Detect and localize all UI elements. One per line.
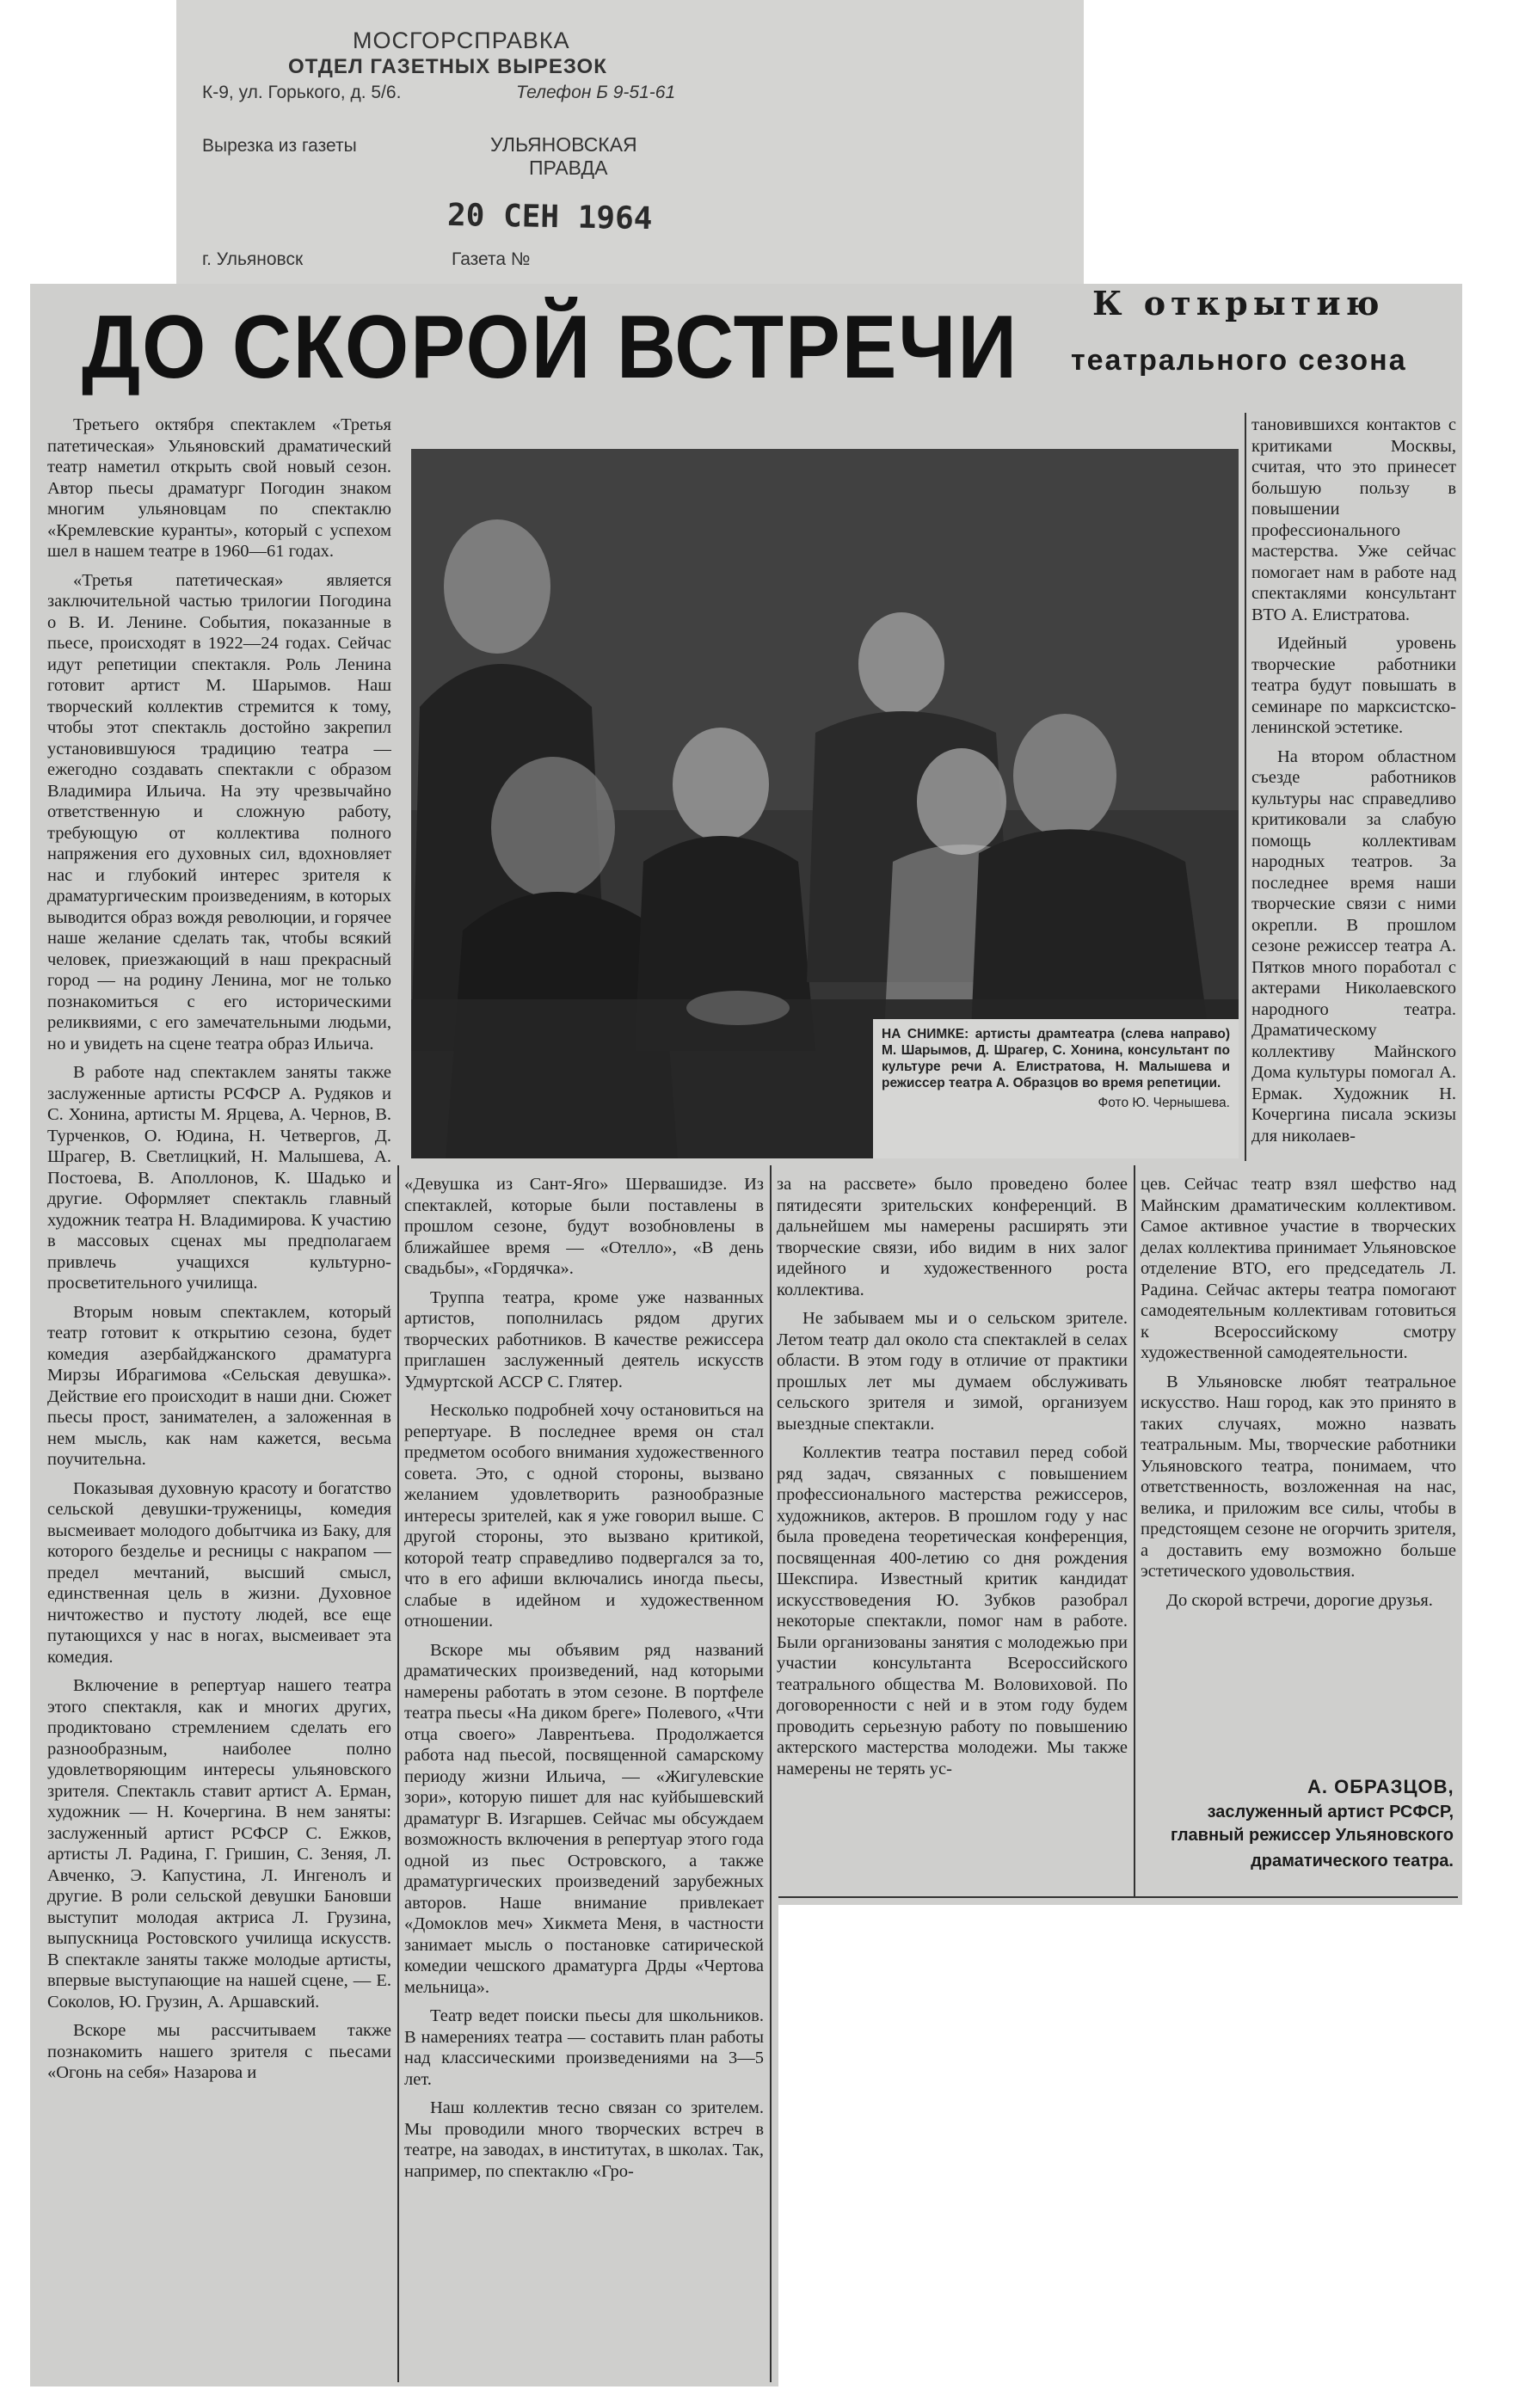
paragraph: Вскоре мы объявим ряд названий драматических произведений, над которыми намерены работать в этом сезоне. В портфеле театра пьесы «На диком бреге» Полевого, «Чти отца своего» Лаврентьева. Продолжается работа над пьесой, посвященной самарскому периоду жизни Ильича, — «Жигулевские зори», которую пишет для нас куйбышевский драматург В. Изгаршев. Сейчас мы обсуждаем возможность включения в репертуар этого года одной из пьес Островского, а также драматургических произведений зарубежных авторов. Наше внимание привлекает «Домоклов меч» Хикмета Меня, в частности занимает мысль о постановке сатирической комедии чешского драматурга Дрды «Чертова мельница».: [404, 1640, 764, 1997]
paragraph: Наш коллектив тесно связан со зрителем. Мы проводили много творческих встреч в театре, на заводах, в институтах, в школах. Так, например, по спектаклю «Гро-: [404, 2098, 764, 2181]
author-signature: А. ОБРАЗЦОВ,: [1307, 1776, 1454, 1797]
article-column-4-top: [1251, 415, 1456, 1163]
column-rule: [770, 1165, 772, 2382]
article-headline: ДО СКОРОЙ ВСТРЕЧИ: [82, 298, 1018, 397]
paragraph: «Третья патетическая» является заключительной частью трилогии Погодина о В. И. Ленине. События, показанные в пьесе, происходят в 1922—24 годах. Сейчас идут репетиции спектакля. Роль Ленина готовит артист М. Шарымов. Наш творческий коллектив стремится к тому, чтобы этот спектакль достойно закрепил установившуюся традицию театра — ежегодно создавать спектакли с образом Владимира Ильича. На эту чрезвычайно ответственную и сложную работу, требующую от коллектива полного напряжения его духовных сил, вдохновляет нас и глубокий интерес зрителя к драматургическим произведениям, в которых выводится образ вождя революции, и горячее наше желание сделать так, чтобы всякий человек, приезжающий в наш прекрасный город — на родину Ленина, мог не только познакомиться с его историческими реликвиями, с его замечательными людьми, но и увидеть на сцене театра образ Ильича.: [47, 570, 391, 1054]
paragraph: Несколько подробней хочу остановиться на репертуаре. В последнее время он стал предметом особого внимания художественного совета. Это, с одной стороны, вызвано желанием удовлетворить разнообразные интересы зрителей, как я уже говорил выше. С другой стороны, это вызвано критикой, которой театр справедливо подвергался за то, что в его афиши включались иногда пьесы, слабые в идейном и художественном отношении.: [404, 1401, 764, 1631]
bottom-rule: [778, 1896, 1458, 1898]
author-title-1: заслуженный артист РСФСР,: [1207, 1803, 1454, 1821]
photo-credit: Фото Ю. Чернышева.: [1098, 1096, 1230, 1110]
newspaper-name-line1: УЛЬЯНОВСКАЯ: [490, 133, 637, 156]
paragraph: Не забываем мы и о сельском зрителе. Летом театр дал около ста спектаклей в селах области. В этом году в отличие от практики прошлых лет мы думаем обслуживать сельского зрителя и зимой, организуем выездные спектакли.: [777, 1309, 1128, 1434]
cutting-from-label: Вырезка из газеты: [202, 136, 357, 156]
caption-text: НА СНИМКЕ: артисты драмтеатра (слева направо) М. Шарымов, Д. Шрагер, С. Хонина, консультант по культуре речи А. Елистратова, Н. Малышева и режиссер театра А. Образцов во время репетиции.: [882, 1027, 1230, 1090]
author-title-2: главный режиссер Ульяновского: [1171, 1826, 1454, 1845]
paragraph: Вскоре мы рассчитываем также познакомить нашего зрителя с пьесами «Огонь на себя» Назарова и: [47, 2021, 391, 2082]
agency-name: МОСГОРСПРАВКА: [353, 28, 570, 53]
agency-department: ОТДЕЛ ГАЗЕТНЫХ ВЫРЕЗОК: [288, 55, 607, 78]
column-rule: [1134, 1165, 1135, 1896]
column-rule: [1245, 413, 1246, 1161]
rubric-line-2: театрального сезона: [1071, 344, 1407, 377]
author-title-3: драматического театра.: [1251, 1852, 1454, 1870]
paragraph: за на рассвете» было проведено более пятидесяти зрительских конференций. В дальнейшем мы намерены расширять эти творческие связи, ибо видим в них залог идейного и художественного роста коллектива.: [777, 1175, 1128, 1299]
paragraph: тановившихся контактов с критиками Москвы, считая, что это принесет большую пользу в повышении профессионального мастерства. Уже сейчас помогает нам в работе над спектаклями консультант ВТО А. Елистратова.: [1251, 415, 1456, 624]
paragraph: Включение в репертуар нашего театра этого спектакля, как и многих других, продиктовано стремлением сделать его разнообразным, наиболее полно удовлетворяющим интересы ульяновского зрителя. Спектакль ставит артист А. Ерман, художник — Н. Кочергина. В нем заняты: заслуженный артист РСФСР С. Ежков, артисты Л. Радина, Г. Гришин, С. Зеняя, Л. Авченко, Э. Капустина, Л. Ингенолъ и другие. В роли сельской девушки Бановши выступит молодая актриса Л. Грузина, выпускница Ростовского училища искусств. В спектакле заняты также молодые артисты, впервые выступающие на нашей сцене, — Е. Соколов, Ю. Грузин, А. Аршавский.: [47, 1676, 391, 2012]
paragraph: цев. Сейчас театр взял шефство над Майнским драматическим коллективом. Самое активное участие в творческих делах коллектива принимает Ульяновское отделение ВТО, его председатель Л. Радина. Сейчас актеры театра помогают самодеятельным коллективам готовиться к Всероссийскому смотру художественной самодеятельности.: [1141, 1175, 1456, 1362]
photo-caption: [873, 1019, 1239, 1158]
paragraph: Идейный уровень творческие работники театра будут повышать в семинаре по марксистско-ленинской эстетике.: [1251, 634, 1456, 737]
city-label: г. Ульяновск: [202, 249, 304, 269]
paragraph: Труппа театра, кроме уже названных артистов, пополнилась рядом других творческих работников. В качестве режиссера приглашен заслуженный деятель искусств Удмуртской АССР С. Глятер.: [404, 1287, 764, 1391]
issue-label: Газета №: [452, 249, 531, 269]
paragraph: Вторым новым спектаклем, который театр готовит к открытию сезона, будет комедия азербайджанского драматурга Мирзы Ибрагимова «Сельская девушка». Действие его происходит в наши дни. Сюжет пьесы прост, занимателен, а заложенная в нем мысль, как нам кажется, весьма поучительна.: [47, 1302, 391, 1469]
paragraph: Театр ведет поиски пьесы для школьников. В намерениях театра — составить план работы над классическими произведениями на 3—5 лет.: [404, 2006, 764, 2089]
column-rule: [397, 1165, 399, 2382]
date-stamp: 20 СЕН 1964: [446, 197, 653, 237]
newspaper-name-line2: ПРАВДА: [529, 157, 608, 179]
article-column-3: [777, 1174, 1128, 1896]
paragraph: В Ульяновске любят театральное искусство. Наш город, как это принято в таких случаях, можно назвать театральным. Мы, творческие работники Ульяновского театра, понимаем, что ответственность, возложенная на нас, велика, и приложим все силы, чтобы в предстоящем сезоне не огорчить зрителя, а доставить ему возможно больше эстетического удовольствия.: [1141, 1372, 1456, 1581]
paragraph: В работе над спектаклем заняты также заслуженные артисты РСФСР А. Рудяков и С. Хонина, артисты М. Ярцева, А. Чернов, В. Турченков, О. Юдина, Н. Четвергов, Д. Шрагер, В. Светлицкий, Н. Малышева, А. Постоева, В. Аполлонов, К. Шадько и другие. Оформляет спектакль главный художник театра Н. Владимирова. К участию в массовых сценах мы предполагаем привлечь учащихся культурно-просветительного училища.: [47, 1063, 391, 1293]
article-column-2: [404, 1174, 764, 2386]
rubric-line-1: К открытию: [1092, 284, 1385, 322]
clipping-agency-label: [176, 0, 1084, 284]
paragraph: Показывая духовную красоту и богатство сельской девушки-труженицы, комедия высмеивает молодого добытчика из Баку, для которого безделье и ресницы с накрапом — предел мечтаний, высший смысл, единственная цель в жизни. Духовное ничтожество и пустоту людей, все еще путающихся у нас в ногах, высмеивает эта комедия.: [47, 1478, 391, 1667]
paragraph: Третьего октября спектаклем «Третья патетическая» Ульяновский драматический театр наметил открыть свой новый сезон. Автор пьесы драматург Погодин знаком многим ульяновцам по спектаклю «Кремлевские куранты», который с успехом шел в нашем театре в 1960—61 годах.: [47, 415, 391, 561]
article-column-1: [47, 415, 391, 2384]
agency-phone: Телефон Б 9-51-61: [516, 83, 676, 102]
article-column-4-bottom: [1141, 1174, 1456, 1767]
agency-address: К-9, ул. Горького, д. 5/6.: [202, 83, 402, 102]
paragraph: «Девушка из Сант-Яго» Шервашидзе. Из спектаклей, которые были поставлены в прошлом сезоне, будут возобновлены в ближайшее время — «Отелло», «В день свадьбы», «Гордячка».: [404, 1175, 764, 1278]
paragraph: Коллектив театра поставил перед собой ряд задач, связанных с повышением профессионального мастерства режиссеров, художников, актеров. В прошлом году у нас была проведена теоретическая конференция, посвященная 400-летию со дня рождения Шекспира. Известный критик кандидат искусствоведения Ю. Зубков разобрал некоторые спектакли, помог нам в работе. Были организованы занятия с молодежью при участии консультанта Всероссийского театрального общества М. Воловиховой. По договоренности с ней и в этом году будем проводить серьезную работу по повышению актерского мастерства молодежи. Мы также намерены не терять ус-: [777, 1443, 1128, 1778]
paragraph: На втором областном съезде работников культуры нас справедливо критиковали за слабую помощь коллективам народных театров. За последнее время наши творческие связи с ними окрепли. В прошлом сезоне режиссер театра А. Пятков много поработал с актерами Николаевского народного театра. Драматическому коллективу Майнского Дома культуры помогал А. Ермак. Художник Н. Кочергина писала эскизы для николаев-: [1251, 746, 1456, 1146]
paragraph: До скорой встречи, дорогие друзья.: [1166, 1590, 1433, 1610]
